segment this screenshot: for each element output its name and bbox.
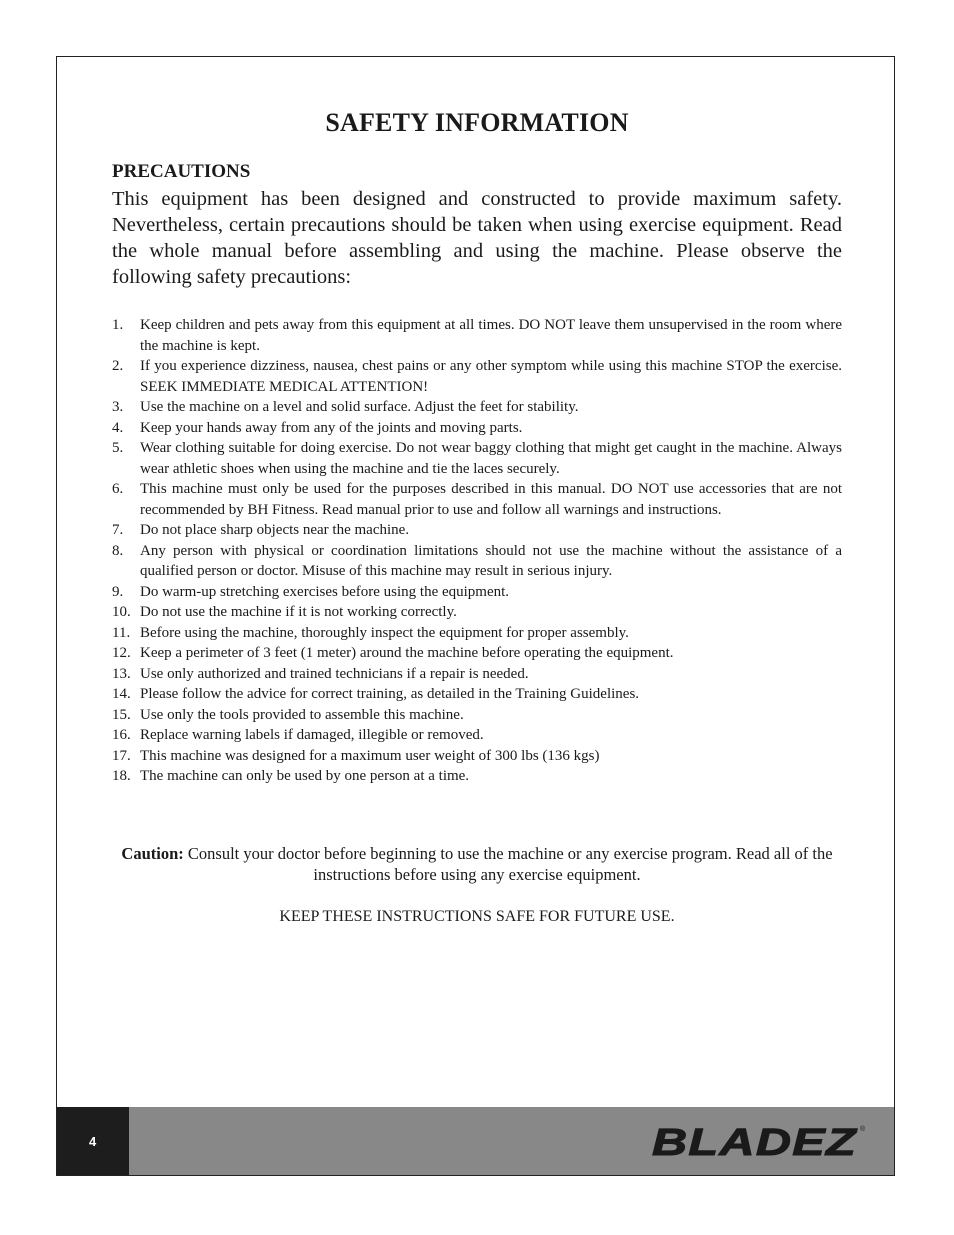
page-title: SAFETY INFORMATION: [325, 108, 629, 137]
precaution-item: [112, 705, 842, 726]
precaution-item: [112, 602, 842, 623]
precaution-text: Use only the tools provided to assemble this machine.: [140, 706, 464, 723]
precaution-number: 15.: [112, 706, 131, 723]
bladez-logo-wordmark: BLADEZ: [652, 1122, 858, 1161]
precaution-item: [112, 418, 842, 439]
precaution-text: Any person with physical or coordination limitations should not use the machine without the assistance of a qualified person or doctor. Misuse of this machine may result in serious injury.: [140, 542, 842, 579]
precaution-number: 8.: [112, 542, 124, 559]
precaution-number: 10.: [112, 604, 131, 620]
precaution-number: 12.: [112, 645, 131, 661]
precaution-number: 18.: [112, 768, 131, 784]
precaution-item: [112, 438, 842, 479]
precaution-number: 11.: [112, 624, 131, 641]
precaution-number: 7.: [112, 522, 124, 538]
precaution-number: 6.: [112, 481, 124, 497]
precaution-text: Do warm-up stretching exercises before using the equipment.: [140, 583, 510, 600]
precaution-number: 9.: [112, 583, 124, 600]
precaution-number: 17.: [112, 747, 131, 764]
precaution-item: [112, 479, 842, 520]
precaution-number: 1.: [112, 317, 124, 333]
precaution-text: Do not use the machine if it is not working correctly.: [140, 604, 457, 620]
precaution-number: 13.: [112, 665, 131, 682]
precaution-text: Use only authorized and trained technicians if a repair is needed.: [140, 665, 529, 682]
precaution-text: Keep your hands away from any of the joints and moving parts.: [140, 419, 523, 436]
precaution-number: 16.: [112, 727, 131, 743]
precaution-item: [112, 684, 842, 705]
precaution-item: [112, 746, 842, 767]
precaution-text: Do not place sharp objects near the machine.: [140, 522, 410, 538]
precaution-text: Use the machine on a level and solid surface. Adjust the feet for stability.: [140, 399, 579, 415]
precaution-item: [112, 520, 842, 541]
precaution-text: This machine was designed for a maximum user weight of 300 lbs (136 kgs): [140, 747, 600, 764]
precaution-text: If you experience dizziness, nausea, chest pains or any other symptom while using this machine STOP the exercise. SEEK IMMEDIATE MEDICAL ATTENTION!: [140, 358, 842, 395]
precaution-number: 2.: [112, 358, 124, 374]
precaution-item: [112, 356, 842, 397]
precaution-text: This machine must only be used for the purposes described in this manual. DO NOT use accessories that are not recommended by BH Fitness. Read manual prior to use and follow all warnings and instructions.: [140, 481, 842, 518]
precaution-item: [112, 766, 842, 787]
precaution-text: Keep children and pets away from this equipment at all times. DO NOT leave them unsupervised in the room where the machine is kept.: [140, 317, 842, 354]
precaution-text: Replace warning labels if damaged, illegible or removed.: [140, 727, 484, 743]
precaution-item: [112, 643, 842, 664]
page-number: 4: [57, 1107, 129, 1175]
caution-note: [112, 843, 842, 885]
precaution-text: Keep a perimeter of 3 feet (1 meter) around the machine before operating the equipment.: [140, 645, 674, 661]
precaution-text: The machine can only be used by one person at a time.: [140, 768, 470, 784]
caution-text: Consult your doctor before beginning to use the machine or any exercise program. Read all of the instructions before using any exercise equipment.: [183, 844, 833, 884]
precaution-text: Before using the machine, thoroughly inspect the equipment for proper assembly.: [140, 624, 629, 641]
registered-mark: ®: [860, 1126, 866, 1133]
precaution-item: [112, 623, 842, 644]
precaution-item: [112, 541, 842, 582]
precaution-item: [112, 397, 842, 418]
caution-label: Caution:: [121, 844, 184, 863]
precaution-item: [112, 315, 842, 356]
section-heading: PRECAUTIONS: [112, 161, 251, 182]
precaution-number: 14.: [112, 686, 131, 702]
precaution-number: 5.: [112, 440, 124, 456]
precaution-item: [112, 582, 842, 603]
bladez-logo: [648, 1121, 868, 1161]
keep-instructions-notice: KEEP THESE INSTRUCTIONS SAFE FOR FUTURE USE.: [279, 908, 675, 925]
precaution-text: Please follow the advice for correct training, as detailed in the Training Guidelines.: [140, 686, 640, 702]
precaution-number: 4.: [112, 419, 124, 436]
precaution-number: 3.: [112, 399, 124, 415]
precaution-text: Wear clothing suitable for doing exercise. Do not wear baggy clothing that might get caught in the machine. Always wear athletic shoes when using the machine and tie the laces securely.: [140, 440, 842, 477]
intro-paragraph: This equipment has been designed and constructed to provide maximum safety. Nevertheless, certain precautions should be taken when using exercise equipment. Read the whole manual before assembling and using the machine. Please observe the following safety precautions:: [112, 188, 842, 288]
precaution-item: [112, 725, 842, 746]
precaution-item: [112, 664, 842, 685]
precautions-list: [112, 315, 842, 787]
footer-bar: [57, 1107, 894, 1175]
